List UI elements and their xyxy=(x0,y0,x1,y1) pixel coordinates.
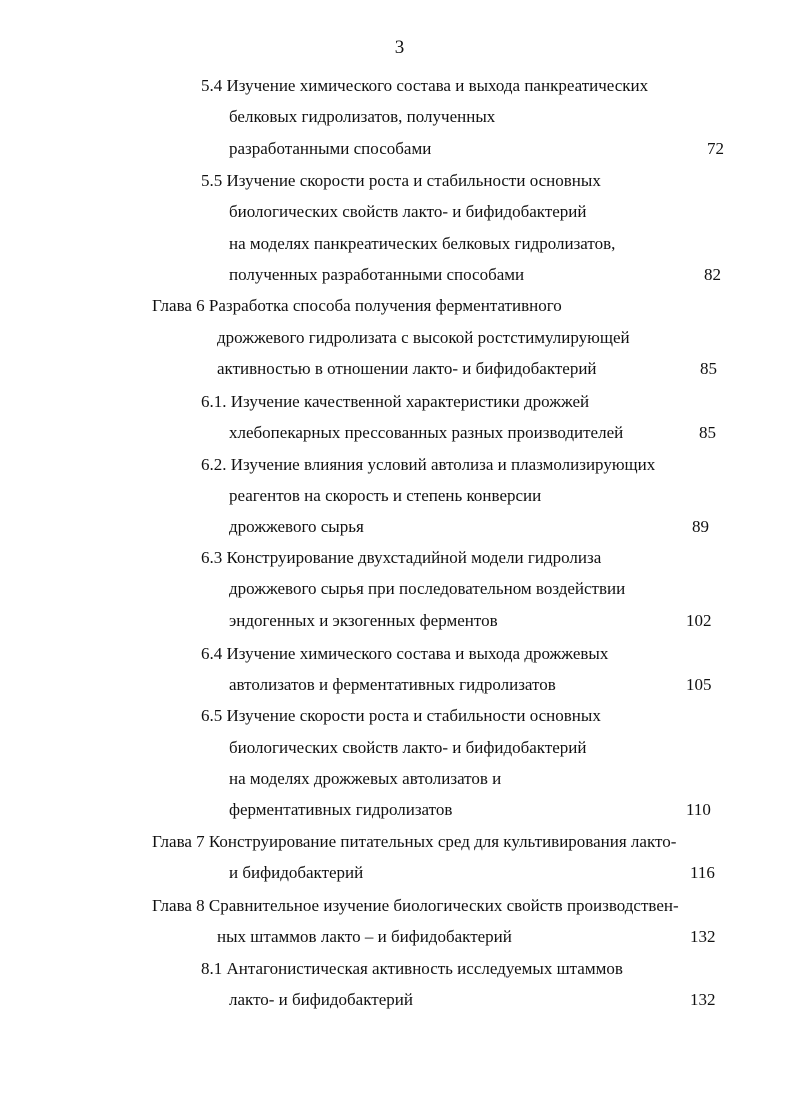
toc-page-number: 132 xyxy=(690,990,716,1009)
toc-line: 8.1 Антагонистическая активность исследуемых штаммов xyxy=(201,959,623,978)
toc-line: полученных разработанными способами xyxy=(229,265,525,284)
toc-line: 6.5 Изучение скорости роста и стабильности основных xyxy=(201,706,601,725)
toc-page-number: 132 xyxy=(690,927,716,946)
toc-line: 5.5 Изучение скорости роста и стабильности основных xyxy=(201,171,601,190)
toc-page-number: 82 xyxy=(704,265,721,284)
toc-line: 6.2. Изучение влияния условий автолиза и плазмолизирующих xyxy=(201,455,656,474)
toc-line: разработанными способами xyxy=(229,139,432,158)
toc-line: биологических свойств лакто- и бифидобактерий xyxy=(229,738,587,757)
toc-line: хлебопекарных прессованных разных производителей xyxy=(229,423,624,442)
toc-line: 5.4 Изучение химического состава и выхода панкреатических xyxy=(201,76,649,95)
toc-line: реагентов на скорость и степень конверсии xyxy=(229,486,542,505)
toc-page-number: 110 xyxy=(686,800,711,819)
toc-page-number: 116 xyxy=(690,863,715,882)
toc-line: Глава 7 Конструирование питательных сред для культивирования лакто- xyxy=(152,832,677,851)
toc-page-number: 102 xyxy=(686,611,712,630)
toc-line: лакто- и бифидобактерий xyxy=(229,990,413,1009)
page-number: 3 xyxy=(394,37,405,58)
toc-line: Глава 8 Сравнительное изучение биологических свойств производствен- xyxy=(152,896,679,915)
toc-line: активностью в отношении лакто- и бифидобактерий xyxy=(217,359,597,378)
toc-line: дрожжевого гидролизата с высокой ростстимулирующей xyxy=(217,328,630,347)
toc-line: на моделях дрожжевых автолизатов и xyxy=(229,769,502,788)
toc-line: дрожжевого сырья при последовательном воздействии xyxy=(229,579,626,598)
toc-line: белковых гидролизатов, полученных xyxy=(229,107,496,126)
toc-line: на моделях панкреатических белковых гидролизатов, xyxy=(229,234,616,253)
toc-line: и бифидобактерий xyxy=(229,863,364,882)
toc-page-number: 85 xyxy=(699,423,716,442)
toc-line: Глава 6 Разработка способа получения ферментативного xyxy=(152,296,562,315)
toc-line: биологических свойств лакто- и бифидобактерий xyxy=(229,202,587,221)
toc-line: 6.3 Конструирование двухстадийной модели гидролиза xyxy=(201,548,602,567)
toc-line: 6.4 Изучение химического состава и выхода дрожжевых xyxy=(201,644,609,663)
toc-page-number: 89 xyxy=(692,517,709,536)
toc-line: 6.1. Изучение качественной характеристики дрожжей xyxy=(201,392,590,411)
toc-page-number: 85 xyxy=(700,359,717,378)
toc-line: дрожжевого сырья xyxy=(229,517,364,536)
toc-line: ферментативных гидролизатов xyxy=(229,800,453,819)
toc-line: эндогенных и экзогенных ферментов xyxy=(229,611,498,630)
toc-page-number: 105 xyxy=(686,675,712,694)
toc-line: автолизатов и ферментативных гидролизатов xyxy=(229,675,556,694)
toc-page-number: 72 xyxy=(707,139,724,158)
toc-line: ных штаммов лакто – и бифидобактерий xyxy=(217,927,512,946)
